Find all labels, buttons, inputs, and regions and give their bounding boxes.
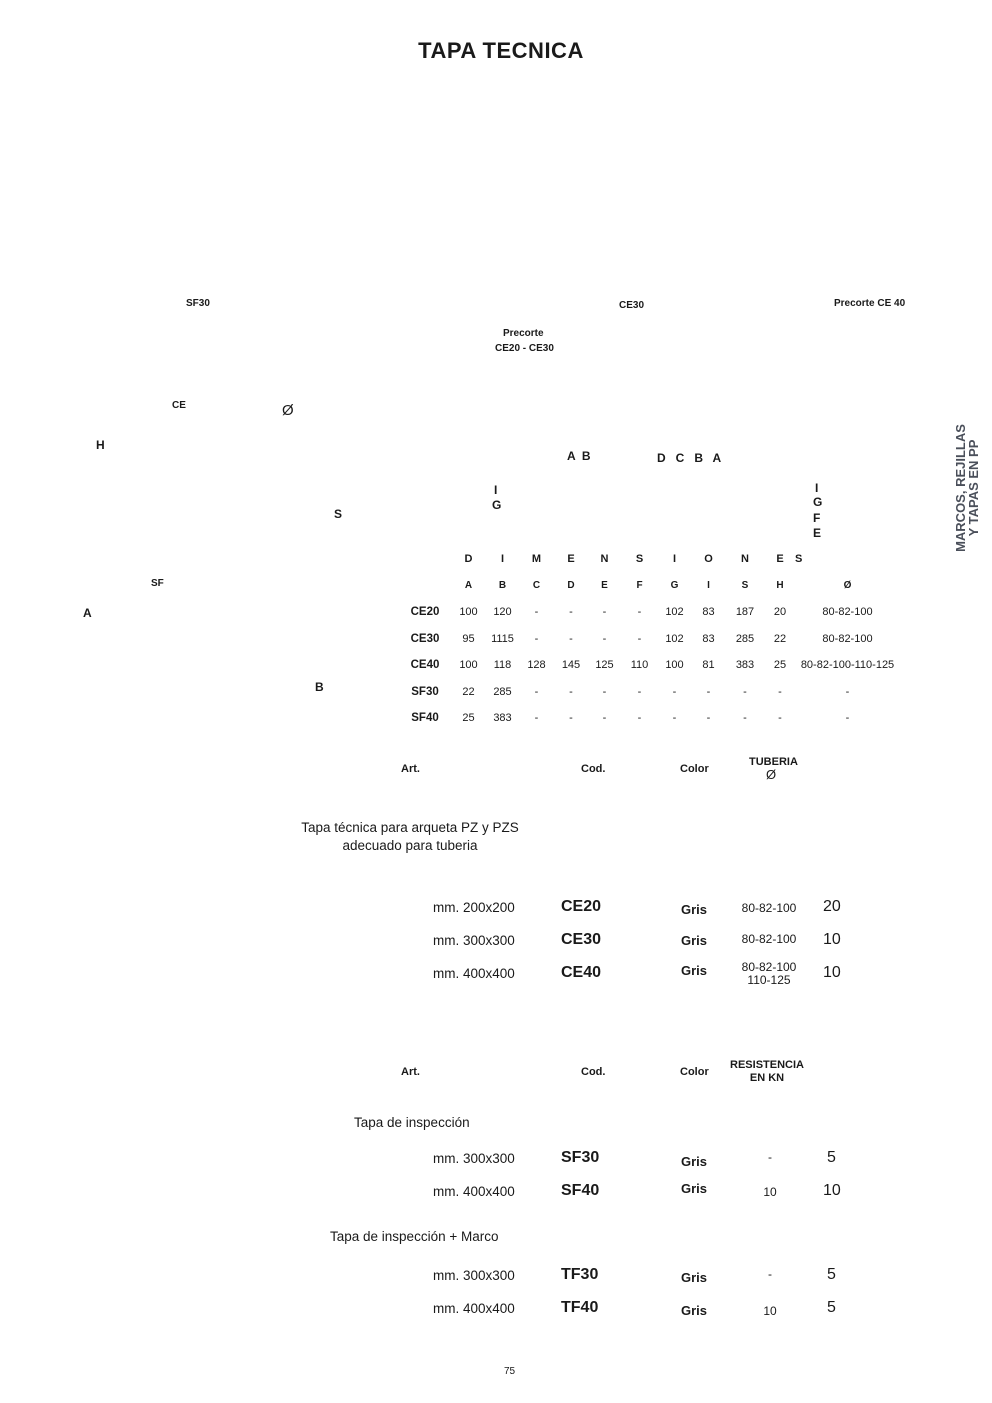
product-code: SF30	[561, 1149, 600, 1166]
table-cell: -	[534, 685, 539, 698]
column-header: C	[532, 580, 541, 592]
header-resistencia: RESISTENCIA	[730, 1059, 804, 1071]
table-cell: -	[672, 712, 677, 725]
product-resistencia: 10	[763, 1304, 777, 1318]
table-cell: -	[602, 712, 607, 725]
product-code: SF40	[561, 1182, 600, 1199]
header-color: Color	[680, 763, 709, 775]
header-tuberia-diameter: Ø	[766, 767, 777, 782]
dimensions-title-letter: N	[600, 553, 609, 566]
header-art: Art.	[401, 1066, 420, 1078]
dimensions-title-letter: I	[672, 553, 677, 566]
product-tuberia-line2: 110-125	[747, 973, 791, 987]
table-row	[400, 679, 900, 706]
drawing-label-sf30: SF30	[186, 298, 210, 309]
table-cell: 80-82-100-110-125	[800, 659, 895, 672]
row-code: CE30	[410, 632, 440, 645]
dimensions-title-letter: I	[500, 553, 505, 566]
table-cell: 285	[493, 685, 512, 698]
group-title-tapa-inspeccion: Tapa de inspección	[354, 1115, 470, 1130]
row-code: CE20	[410, 606, 440, 619]
table-cell: -	[569, 685, 573, 698]
dimensions-title-row	[400, 546, 900, 573]
table-cell: 118	[493, 659, 512, 672]
table-cell: 102	[665, 606, 684, 619]
table-row	[400, 599, 900, 626]
header-art: Art.	[401, 763, 420, 775]
product-code: CE30	[561, 931, 602, 948]
drawing-label-s: S	[334, 507, 343, 521]
table-cell: -	[569, 632, 573, 645]
table-cell: -	[602, 632, 607, 645]
product-quantity: 10	[823, 1182, 841, 1199]
table-cell: 100	[459, 659, 478, 672]
table-cell: -	[534, 632, 539, 645]
page-number: 75	[504, 1366, 516, 1377]
table-cell: -	[743, 712, 747, 725]
dimensions-title-letter: O	[704, 553, 713, 566]
drawing-label-h: H	[96, 438, 105, 452]
table-cell: -	[637, 632, 642, 645]
table-cell: -	[534, 606, 539, 619]
table-cell: -	[602, 606, 607, 619]
product-size: mm. 300x300	[433, 1268, 515, 1283]
column-header: G	[670, 580, 679, 592]
side-category-label	[942, 425, 992, 550]
table-cell: -	[534, 712, 539, 725]
dimensions-title-letter: E	[776, 553, 784, 566]
drawing-label-precorte-ce40: Precorte CE 40	[834, 298, 906, 309]
header-cod: Cod.	[581, 763, 606, 775]
drawing-label-a: A	[83, 606, 92, 620]
column-header: B	[498, 580, 507, 592]
drawing-label-f: F	[813, 511, 821, 525]
product-size: mm. 200x200	[433, 900, 515, 915]
product-size: mm. 300x300	[433, 1151, 515, 1166]
product-resistencia: 10	[763, 1185, 777, 1199]
dimensions-table	[400, 546, 900, 732]
table-cell: -	[845, 685, 850, 698]
header-cod: Cod.	[581, 1066, 606, 1078]
product-quantity: 10	[823, 964, 841, 981]
table-cell: 1115	[491, 632, 514, 645]
drawing-label-ce30: CE30	[619, 300, 645, 311]
table-cell: 128	[527, 659, 546, 672]
product-tuberia: 80-82-100	[741, 960, 797, 974]
product-color: Gris	[681, 1154, 708, 1169]
section1-description-line1: Tapa técnica para arqueta PZ y PZS	[301, 820, 519, 835]
drawing-label-b: B	[315, 680, 324, 694]
table-cell: 125	[595, 659, 614, 672]
drawing-label-ce: CE	[172, 400, 186, 411]
table-cell: 100	[665, 659, 684, 672]
product-code: CE40	[561, 964, 602, 981]
table-cell: -	[637, 712, 642, 725]
table-cell: 83	[702, 606, 715, 619]
dimensions-title-letter: S	[635, 553, 644, 566]
product-quantity: 5	[827, 1266, 836, 1283]
table-cell: 95	[462, 632, 475, 645]
drawing-label-sf: SF	[151, 578, 164, 589]
dimensions-title-letter: E	[567, 553, 575, 566]
product-code: TF30	[561, 1266, 599, 1283]
table-cell: 102	[665, 632, 684, 645]
column-header: I	[707, 580, 710, 592]
product-resistencia: -	[768, 1150, 772, 1164]
table-cell: -	[672, 685, 677, 698]
product-quantity: 20	[823, 898, 841, 915]
dimensions-title-letter: S	[795, 553, 803, 566]
drawing-label-dcba: D C B A	[657, 451, 722, 465]
product-code: CE20	[561, 898, 602, 915]
side-label-line-2: Y TAPAS EN PP	[966, 439, 981, 536]
product-color: Gris	[681, 902, 708, 917]
product-size: mm. 400x400	[433, 1184, 515, 1199]
drawing-diameter-symbol: Ø	[282, 402, 294, 419]
table-cell: -	[602, 685, 607, 698]
table-cell: 80-82-100	[822, 606, 873, 619]
table-cell: 383	[493, 712, 512, 725]
table-cell: -	[569, 712, 573, 725]
table-cell: -	[778, 685, 782, 698]
side-label-line-1: MARCOS, REJILLAS	[953, 423, 968, 552]
table-cell: 22	[462, 685, 475, 698]
header-color: Color	[680, 1066, 709, 1078]
page-title: TAPA TECNICA	[418, 38, 584, 63]
column-header: D	[567, 580, 575, 592]
dimensions-title-letter: M	[531, 553, 542, 566]
column-header: Ø	[843, 580, 852, 592]
product-color: Gris	[681, 1270, 708, 1285]
drawing-label-g: G	[492, 498, 502, 512]
table-cell: 81	[702, 659, 715, 672]
product-color: Gris	[681, 1303, 708, 1318]
table-cell: 120	[493, 606, 512, 619]
product-quantity: 5	[827, 1149, 836, 1166]
column-header: H	[776, 580, 784, 592]
product-tuberia: 80-82-100	[741, 901, 797, 915]
table-cell: -	[706, 712, 711, 725]
column-header: F	[636, 580, 643, 592]
section1-description-line2: adecuado para tuberia	[342, 838, 478, 853]
product-color: Gris	[681, 933, 708, 948]
table-cell: 383	[735, 659, 755, 672]
product-color: Gris	[681, 963, 708, 978]
product-code: TF40	[561, 1299, 599, 1316]
product-tuberia: 80-82-100	[741, 932, 797, 946]
drawing-label-precorte-codes: CE20 - CE30	[495, 343, 554, 354]
product-quantity: 5	[827, 1299, 836, 1316]
table-cell: -	[778, 712, 782, 725]
row-code: CE40	[410, 659, 440, 672]
table-cell: 100	[459, 606, 478, 619]
table-cell: -	[845, 712, 850, 725]
table-row	[400, 652, 900, 679]
row-code: SF40	[411, 712, 439, 725]
row-code: SF30	[411, 685, 439, 698]
drawing-label-e: E	[813, 526, 822, 540]
table-cell: -	[743, 685, 747, 698]
table-row	[400, 705, 900, 732]
header-resistencia-unit: EN KN	[749, 1072, 785, 1084]
product-resistencia: -	[768, 1267, 772, 1281]
drawing-label-precorte: Precorte	[503, 328, 544, 339]
table-cell: 145	[561, 659, 581, 672]
product-size: mm. 300x300	[433, 933, 515, 948]
table-row	[400, 626, 900, 653]
dimensions-title-letter: D	[464, 553, 473, 566]
drawing-label-i2: I	[815, 481, 819, 495]
table-cell: 25	[462, 712, 475, 725]
header-tuberia: TUBERIA	[749, 756, 798, 768]
table-cell: 25	[773, 659, 787, 672]
dimensions-title-letter: N	[741, 553, 749, 566]
table-cell: -	[637, 606, 642, 619]
group-title-tapa-inspeccion-marco: Tapa de inspección + Marco	[330, 1229, 499, 1244]
column-header: S	[741, 580, 749, 592]
table-cell: -	[637, 685, 642, 698]
drawing-label-g2: G	[813, 495, 823, 509]
table-cell: 20	[773, 606, 787, 619]
column-header: E	[601, 580, 608, 592]
drawing-label-ab: A B	[567, 449, 591, 463]
drawing-label-i: I	[494, 483, 498, 497]
product-size: mm. 400x400	[433, 1301, 515, 1316]
table-cell: 22	[773, 632, 787, 645]
product-color: Gris	[681, 1181, 708, 1196]
table-cell: 285	[735, 632, 755, 645]
table-cell: 83	[702, 632, 715, 645]
table-cell: -	[706, 685, 711, 698]
table-cell: -	[569, 606, 573, 619]
table-cell: 80-82-100	[822, 632, 873, 645]
column-header: A	[464, 580, 473, 592]
product-size: mm. 400x400	[433, 966, 515, 981]
product-quantity: 10	[823, 931, 841, 948]
table-cell: 110	[630, 659, 649, 672]
table-cell: 187	[735, 606, 755, 619]
dimensions-header-row	[400, 573, 900, 600]
